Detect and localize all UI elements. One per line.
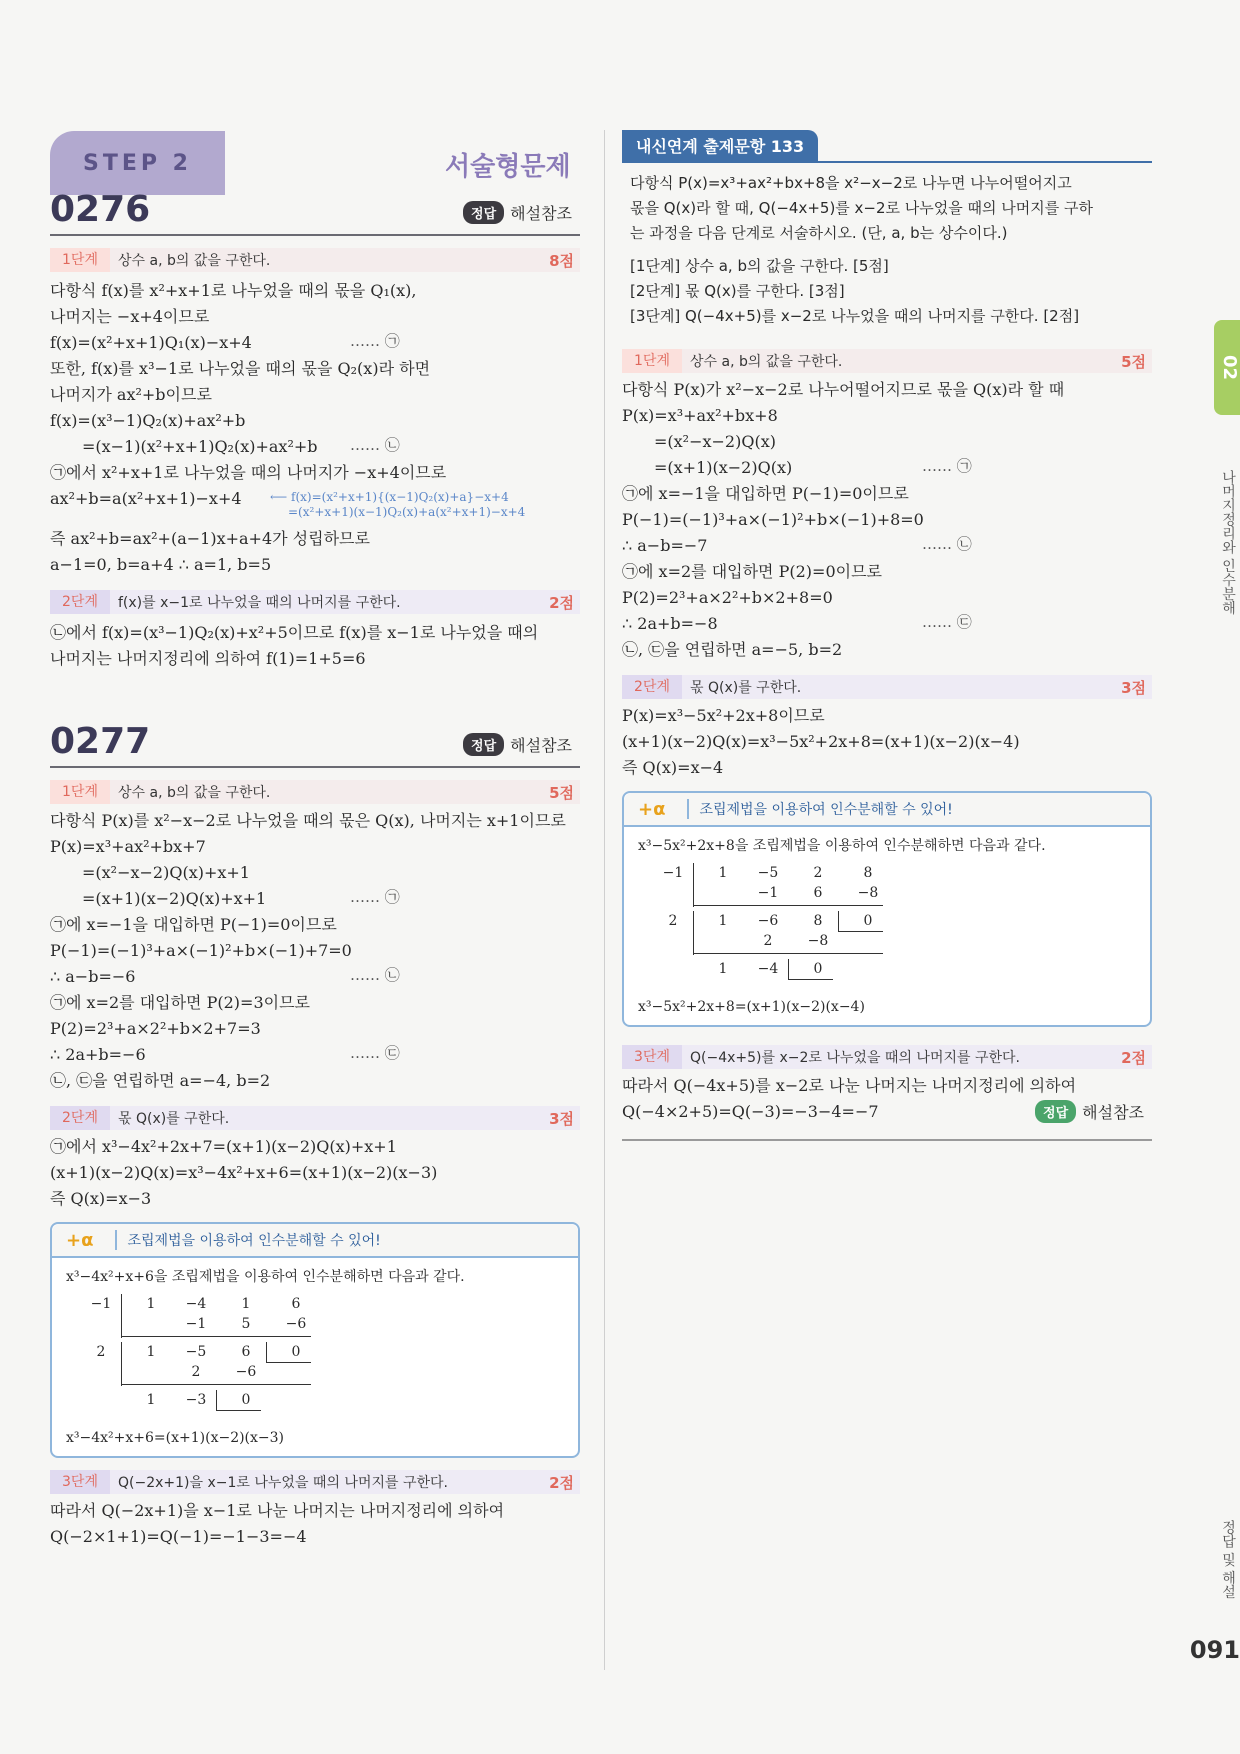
remainder-line xyxy=(216,1410,261,1411)
solution-line: ㉡에서 f(x)=(x³−1)Q₂(x)+x²+5이므로 f(x)를 x−1로 나누었을 때의 xyxy=(50,623,539,642)
equation-tag: …… ㉡ xyxy=(922,535,972,553)
coef: −3 xyxy=(185,1392,207,1408)
linked-question-header: 내신연계 출제문항 133 xyxy=(622,130,818,161)
divisor: −1 xyxy=(662,865,684,881)
tip-header xyxy=(52,1224,578,1258)
coef: 1 xyxy=(241,1296,251,1312)
solution-line: =(x+1)(x−2)Q(x) xyxy=(654,458,793,477)
solution-line: a−1=0, b=a+4 ∴ a=1, b=5 xyxy=(50,555,272,574)
coef: 6 xyxy=(241,1344,251,1360)
tip-intro: x³−4x²+x+6을 조립제법을 이용하여 인수분해하면 다음과 같다. xyxy=(66,1269,465,1285)
solution-line: ㉠에서 x³−4x²+2x+7=(x+1)(x−2)Q(x)+x+1 xyxy=(50,1137,397,1156)
tip-header xyxy=(624,793,1150,827)
solution-line: Q(−4×2+5)=Q(−3)=−3−4=−7 xyxy=(622,1102,879,1121)
left-column xyxy=(50,180,580,1550)
step-badge: STEP 2 xyxy=(50,131,225,195)
stage-score: 2점 xyxy=(1121,1048,1146,1067)
solution-line: f(x)=(x²+x+1)Q₁(x)−x+4 xyxy=(50,333,252,352)
solution-line: 즉 ax²+b=ax²+(a−1)x+a+4가 성립하므로 xyxy=(50,529,370,548)
coef: −4 xyxy=(185,1296,207,1312)
division-line xyxy=(121,1336,311,1337)
equation-tag: …… ㉡ xyxy=(350,966,400,984)
tip-intro: x³−5x²+2x+8을 조립제법을 이용하여 인수분해하면 다음과 같다. xyxy=(638,838,1046,854)
solution-line: ∴ a−b=−6 xyxy=(50,967,136,986)
header-rule xyxy=(622,161,1152,163)
note-box xyxy=(270,490,525,520)
coef: 0 xyxy=(863,913,873,929)
stage-text: 몫 Q(x)를 구한다. xyxy=(118,1111,230,1127)
remainder-line xyxy=(838,931,883,932)
solution-line: ∴ 2a+b=−8 xyxy=(622,614,718,633)
solution-line: Q(−2×1+1)=Q(−1)=−1−3=−4 xyxy=(50,1527,307,1546)
question-steps: [1단계] 상수 a, b의 값을 구한다. [5점] [2단계] 몫 Q(x)를 구한다. [3점] [3단계] Q(−4x+5)를 x−2로 나누었을 때의 나머지를 구한다. [2점] xyxy=(630,257,1080,325)
coef: 1 xyxy=(146,1392,156,1408)
stage-score: 3점 xyxy=(549,1109,574,1128)
coef: −5 xyxy=(757,865,779,881)
solution-line: =(x²−x−2)Q(x)+x+1 xyxy=(82,863,250,882)
coef: 0 xyxy=(813,961,823,977)
stage-label: 2단계 xyxy=(50,590,110,614)
stage-text: Q(−2x+1)을 x−1로 나누었을 때의 나머지를 구한다. xyxy=(118,1475,448,1491)
solution-line: =(x+1)(x−2)Q(x)+x+1 xyxy=(82,889,267,908)
question-text: 다항식 P(x)=x³+ax²+bx+8을 x²−x−2로 나누면 나누어떨어지고 몫을 Q(x)라 할 때, Q(−4x+5)를 x−2로 나누었을 때의 나머지를 구하 는 과정을 다음 단계로 서술하시오. (단, a, b는 상수이다.) xyxy=(630,174,1093,242)
coef: 8 xyxy=(863,865,873,881)
page-number: 091 xyxy=(1189,1636,1240,1664)
chapter-label: 나머지정리와 인수분해 xyxy=(1220,470,1236,615)
solution-line: ㉠에 x=−1을 대입하면 P(−1)=0이므로 xyxy=(622,484,909,503)
tip-title: 조립제법을 이용하여 인수분해할 수 있어! xyxy=(115,1230,380,1250)
answer-ref xyxy=(463,201,572,224)
divisor: 2 xyxy=(668,913,678,929)
division-line xyxy=(693,911,694,955)
remainder-line xyxy=(838,911,839,931)
answer-text: 해설참조 xyxy=(510,204,572,223)
stage-label: 1단계 xyxy=(622,349,682,373)
equation-tag: …… ㉠ xyxy=(922,457,972,475)
solution-line: ㉠에 x=2를 대입하면 P(2)=0이므로 xyxy=(622,562,882,581)
chapter-tab[interactable]: 02 xyxy=(1214,320,1240,415)
stage-label: 1단계 xyxy=(50,780,110,804)
solution-line: 나머지는 나머지정리에 의하여 f(1)=1+5=6 xyxy=(50,649,366,668)
coef: −5 xyxy=(185,1344,207,1360)
coef: 0 xyxy=(291,1344,301,1360)
coef: −4 xyxy=(757,961,779,977)
answer-pill: 정답 xyxy=(463,201,504,224)
end-rule xyxy=(622,1139,1152,1141)
solution-line: P(x)=x³+ax²+bx+7 xyxy=(50,837,206,856)
plus-alpha-icon: +α xyxy=(638,798,666,820)
solution-line: 따라서 Q(−2x+1)을 x−1로 나눈 나머지는 나머지정리에 의하여 xyxy=(50,1501,505,1520)
solution-line: 즉 Q(x)=x−3 xyxy=(50,1189,152,1208)
stage-text: 상수 a, b의 값을 구한다. xyxy=(690,354,843,370)
stage-bar xyxy=(622,1045,1152,1069)
tip-title: 조립제법을 이용하여 인수분해할 수 있어! xyxy=(687,799,952,819)
stage-text: 상수 a, b의 값을 구한다. xyxy=(118,785,271,801)
coef: 1 xyxy=(146,1296,156,1312)
coef: −6 xyxy=(285,1316,307,1332)
stage-label: 2단계 xyxy=(50,1106,110,1130)
equation-tag: …… ㉠ xyxy=(350,332,400,350)
solution-line: =(x−1)(x²+x+1)Q₂(x)+ax²+b xyxy=(82,437,318,456)
tip-box xyxy=(50,1222,580,1458)
synthetic-division xyxy=(66,1290,564,1430)
coef: 8 xyxy=(813,913,823,929)
solution-line: ∴ 2a+b=−6 xyxy=(50,1045,146,1064)
answer-ref xyxy=(1035,1100,1144,1123)
solution-line: 다항식 f(x)를 x²+x+1로 나누었을 때의 몫을 Q₁(x), xyxy=(50,281,417,300)
coef: 2 xyxy=(763,933,773,949)
solution-line: ㉡, ㉢을 연립하면 a=−5, b=2 xyxy=(622,640,843,659)
answer-pill: 정답 xyxy=(463,733,504,756)
solution-line: 나머지가 ax²+b이므로 xyxy=(50,385,212,404)
solution-line: P(−1)=(−1)³+a×(−1)²+b×(−1)+7=0 xyxy=(50,941,352,960)
solution-line: f(x)=(x³−1)Q₂(x)+ax²+b xyxy=(50,411,246,430)
equation-tag: …… ㉡ xyxy=(350,436,400,454)
problem-number: 0277 xyxy=(50,721,151,762)
stage-bar xyxy=(50,780,580,804)
answer-text: 해설참조 xyxy=(510,736,572,755)
solution-line: P(−1)=(−1)³+a×(−1)²+b×(−1)+8=0 xyxy=(622,510,924,529)
stage-label: 2단계 xyxy=(622,675,682,699)
solution-line: P(x)=x³−5x²+2x+8이므로 xyxy=(622,706,825,725)
division-line xyxy=(121,1294,122,1338)
stage-text: f(x)를 x−1로 나누었을 때의 나머지를 구한다. xyxy=(118,595,401,611)
stage-bar xyxy=(622,349,1152,373)
stage-score: 2점 xyxy=(549,1473,574,1492)
solution-line: ㉠에 x=2를 대입하면 P(2)=3이므로 xyxy=(50,993,310,1012)
coef: −8 xyxy=(807,933,829,949)
solution-line: 또한, f(x)를 x³−1로 나누었을 때의 몫을 Q₂(x)라 하면 xyxy=(50,359,431,378)
coef: 1 xyxy=(718,865,728,881)
stage-text: Q(−4x+5)를 x−2로 나누었을 때의 나머지를 구한다. xyxy=(690,1050,1020,1066)
tip-box xyxy=(622,791,1152,1027)
solution-line: 따라서 Q(−4x+5)를 x−2로 나눈 나머지는 나머지정리에 의하여 xyxy=(622,1076,1077,1095)
stage-score: 3점 xyxy=(1121,678,1146,697)
divisor: 2 xyxy=(96,1344,106,1360)
answer-ref xyxy=(463,733,572,756)
side-note: ⟵ f(x)=(x²+x+1){(x−1)Q₂(x)+a}−x+4 xyxy=(270,490,509,504)
answer-text: 해설참조 xyxy=(1082,1103,1144,1122)
coef: 2 xyxy=(191,1364,201,1380)
coef: 0 xyxy=(241,1392,251,1408)
solution-line: 나머지는 −x+4이므로 xyxy=(50,307,210,326)
stage-label: 3단계 xyxy=(50,1470,110,1494)
division-line xyxy=(693,905,883,906)
answer-pill: 정답 xyxy=(1035,1100,1076,1123)
stage-text: 상수 a, b의 값을 구한다. xyxy=(118,253,271,269)
solution-line: 다항식 P(x)가 x²−x−2로 나누어떨어지므로 몫을 Q(x)라 할 때 xyxy=(622,380,1065,399)
solution-line: ax²+b=a(x²+x+1)−x+4 xyxy=(50,489,242,508)
remainder-line xyxy=(788,979,833,980)
remainder-line xyxy=(266,1362,311,1363)
coef: 1 xyxy=(718,961,728,977)
stage-label: 1단계 xyxy=(50,248,110,272)
stage-score: 5점 xyxy=(1121,352,1146,371)
right-column xyxy=(622,130,1152,1141)
coef: 2 xyxy=(813,865,823,881)
problem-header-0276 xyxy=(50,180,580,236)
tip-result: x³−4x²+x+6=(x+1)(x−2)(x−3) xyxy=(66,1430,285,1446)
stage-score: 5점 xyxy=(549,783,574,802)
solution-line: 즉 Q(x)=x−4 xyxy=(622,758,724,777)
book-section-label: 정답 및 해설 xyxy=(1220,1520,1236,1599)
coef: −1 xyxy=(757,885,779,901)
stage-label: 3단계 xyxy=(622,1045,682,1069)
problem-header-0277 xyxy=(50,712,580,768)
stage-text: 몫 Q(x)를 구한다. xyxy=(690,680,802,696)
tip-result: x³−5x²+2x+8=(x+1)(x−2)(x−4) xyxy=(638,999,865,1015)
solution-line: ㉠에 x=−1을 대입하면 P(−1)=0이므로 xyxy=(50,915,337,934)
solution-line: P(2)=2³+a×2²+b×2+7=3 xyxy=(50,1019,261,1038)
remainder-line xyxy=(216,1390,217,1410)
remainder-line xyxy=(266,1342,267,1362)
solution-line: (x+1)(x−2)Q(x)=x³−5x²+2x+8=(x+1)(x−2)(x−4) xyxy=(622,732,1020,751)
equation-tag: …… ㉢ xyxy=(922,613,972,631)
stage-bar xyxy=(622,675,1152,699)
division-line xyxy=(693,953,883,954)
solution-line: (x+1)(x−2)Q(x)=x³−4x²+x+6=(x+1)(x−2)(x−3) xyxy=(50,1163,438,1182)
division-line xyxy=(121,1384,311,1385)
equation-tag: …… ㉠ xyxy=(350,888,400,906)
coef: −1 xyxy=(185,1316,207,1332)
stage-bar xyxy=(50,1470,580,1494)
remainder-line xyxy=(788,959,789,979)
problem-number: 0276 xyxy=(50,189,151,230)
synthetic-division xyxy=(638,859,1136,999)
solution-line: ㉡, ㉢을 연립하면 a=−4, b=2 xyxy=(50,1071,271,1090)
arrow-left-icon: ⟵ xyxy=(270,490,292,504)
solution-line: ∴ a−b=−7 xyxy=(622,536,708,555)
solution-line: 다항식 P(x)를 x²−x−2로 나누었을 때의 몫은 Q(x), 나머지는 x+1이므로 xyxy=(50,811,566,830)
division-line xyxy=(693,863,694,907)
coef: 1 xyxy=(718,913,728,929)
coef: −6 xyxy=(235,1364,257,1380)
solution-line: =(x²−x−2)Q(x) xyxy=(654,432,776,451)
stage-bar xyxy=(50,590,580,614)
stage-score: 2점 xyxy=(549,593,574,612)
coef: 6 xyxy=(291,1296,301,1312)
column-divider xyxy=(604,130,605,1670)
stage-bar xyxy=(50,248,580,272)
coef: 5 xyxy=(241,1316,251,1332)
section-title: 서술형문제 xyxy=(445,152,571,182)
plus-alpha-icon: +α xyxy=(66,1229,94,1251)
coef: 6 xyxy=(813,885,823,901)
solution-line: ㉠에서 x²+x+1로 나누었을 때의 나머지가 −x+4이므로 xyxy=(50,463,447,482)
side-note: =(x²+x+1)(x−1)Q₂(x)+a(x²+x+1)−x+4 xyxy=(288,505,526,519)
equation-tag: …… ㉢ xyxy=(350,1044,400,1062)
divisor: −1 xyxy=(90,1296,112,1312)
solution-line: P(2)=2³+a×2²+b×2+8=0 xyxy=(622,588,833,607)
coef: −6 xyxy=(757,913,779,929)
solution-line: P(x)=x³+ax²+bx+8 xyxy=(622,406,778,425)
division-line xyxy=(121,1342,122,1386)
stage-bar xyxy=(50,1106,580,1130)
coef: −8 xyxy=(857,885,879,901)
coef: 1 xyxy=(146,1344,156,1360)
stage-score: 8점 xyxy=(549,251,574,270)
